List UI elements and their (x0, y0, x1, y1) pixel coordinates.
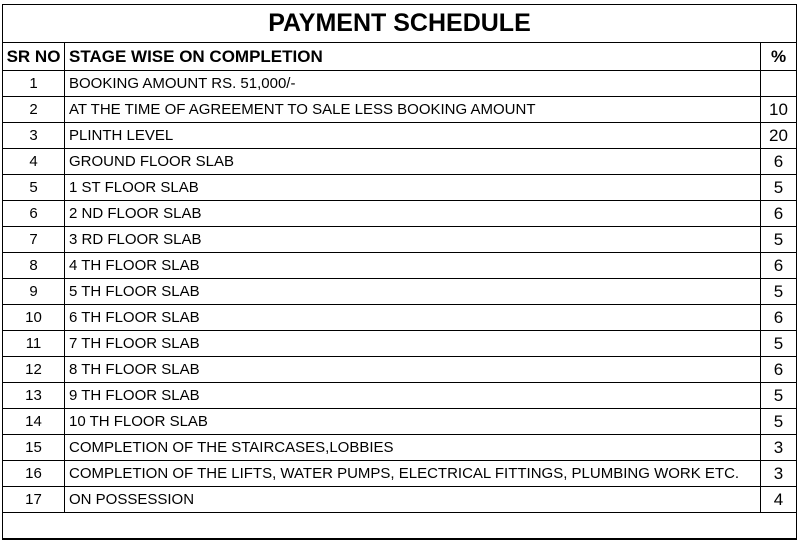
table-row (3, 97, 796, 123)
stage-cell: 10 TH FLOOR SLAB (65, 409, 761, 435)
stage-cell: COMPLETION OF THE LIFTS, WATER PUMPS, ELECTRICAL FITTINGS, PLUMBING WORK ETC. (65, 461, 761, 487)
schedule-table (3, 43, 796, 539)
percent-cell (761, 71, 797, 97)
percent-cell: 5 (761, 279, 797, 305)
sr-cell: 16 (3, 461, 65, 487)
stage-cell: COMPLETION OF THE STAIRCASES,LOBBIES (65, 435, 761, 461)
schedule-rows (3, 71, 796, 539)
percent-cell: 6 (761, 305, 797, 331)
stage-cell: AT THE TIME OF AGREEMENT TO SALE LESS BOOKING AMOUNT (65, 97, 761, 123)
table-row (3, 331, 796, 357)
header-percent: % (761, 43, 797, 71)
stage-cell: 8 TH FLOOR SLAB (65, 357, 761, 383)
stage-cell: 3 RD FLOOR SLAB (65, 227, 761, 253)
stage-cell: 9 TH FLOOR SLAB (65, 383, 761, 409)
percent-cell: 5 (761, 409, 797, 435)
stage-cell: 6 TH FLOOR SLAB (65, 305, 761, 331)
table-row (3, 279, 796, 305)
table-row (3, 253, 796, 279)
page-title: PAYMENT SCHEDULE (3, 5, 796, 43)
table-row (3, 409, 796, 435)
percent-cell: 6 (761, 201, 797, 227)
payment-schedule-sheet (2, 4, 797, 540)
percent-cell: 3 (761, 435, 797, 461)
sr-cell: 5 (3, 175, 65, 201)
sr-cell: 8 (3, 253, 65, 279)
percent-cell: 5 (761, 227, 797, 253)
percent-cell: 5 (761, 383, 797, 409)
sr-cell: 10 (3, 305, 65, 331)
percent-cell: 4 (761, 487, 797, 513)
stage-cell: GROUND FLOOR SLAB (65, 149, 761, 175)
sr-cell: 7 (3, 227, 65, 253)
table-row (3, 123, 796, 149)
sr-cell: 14 (3, 409, 65, 435)
sr-cell: 2 (3, 97, 65, 123)
table-row (3, 461, 796, 487)
table-row (3, 435, 796, 461)
table-row (3, 227, 796, 253)
percent-cell: 3 (761, 461, 797, 487)
table-row (3, 383, 796, 409)
table-row (3, 487, 796, 513)
stage-cell: 4 TH FLOOR SLAB (65, 253, 761, 279)
stage-cell: 2 ND FLOOR SLAB (65, 201, 761, 227)
sr-cell: 11 (3, 331, 65, 357)
percent-cell: 5 (761, 175, 797, 201)
percent-cell: 5 (761, 331, 797, 357)
header-row (3, 43, 796, 71)
table-row (3, 71, 796, 97)
sr-cell: 6 (3, 201, 65, 227)
percent-cell: 6 (761, 357, 797, 383)
stage-cell: BOOKING AMOUNT RS. 51,000/- (65, 71, 761, 97)
percent-cell: 6 (761, 253, 797, 279)
stage-cell: 5 TH FLOOR SLAB (65, 279, 761, 305)
sr-cell: 13 (3, 383, 65, 409)
table-row (3, 201, 796, 227)
percent-cell: 10 (761, 97, 797, 123)
table-row (3, 149, 796, 175)
stage-cell: PLINTH LEVEL (65, 123, 761, 149)
header-sr-no: SR NO (3, 43, 65, 71)
table-row (3, 357, 796, 383)
sr-cell: 17 (3, 487, 65, 513)
sr-cell: 4 (3, 149, 65, 175)
sr-cell: 3 (3, 123, 65, 149)
header-stage: STAGE WISE ON COMPLETION (65, 43, 761, 71)
stage-cell: ON POSSESSION (65, 487, 761, 513)
stage-cell: 7 TH FLOOR SLAB (65, 331, 761, 357)
percent-cell: 20 (761, 123, 797, 149)
sr-cell: 1 (3, 71, 65, 97)
sr-cell: 15 (3, 435, 65, 461)
table-row (3, 175, 796, 201)
percent-cell: 6 (761, 149, 797, 175)
sr-cell: 9 (3, 279, 65, 305)
sr-cell: 12 (3, 357, 65, 383)
table-row (3, 305, 796, 331)
stage-cell: 1 ST FLOOR SLAB (65, 175, 761, 201)
